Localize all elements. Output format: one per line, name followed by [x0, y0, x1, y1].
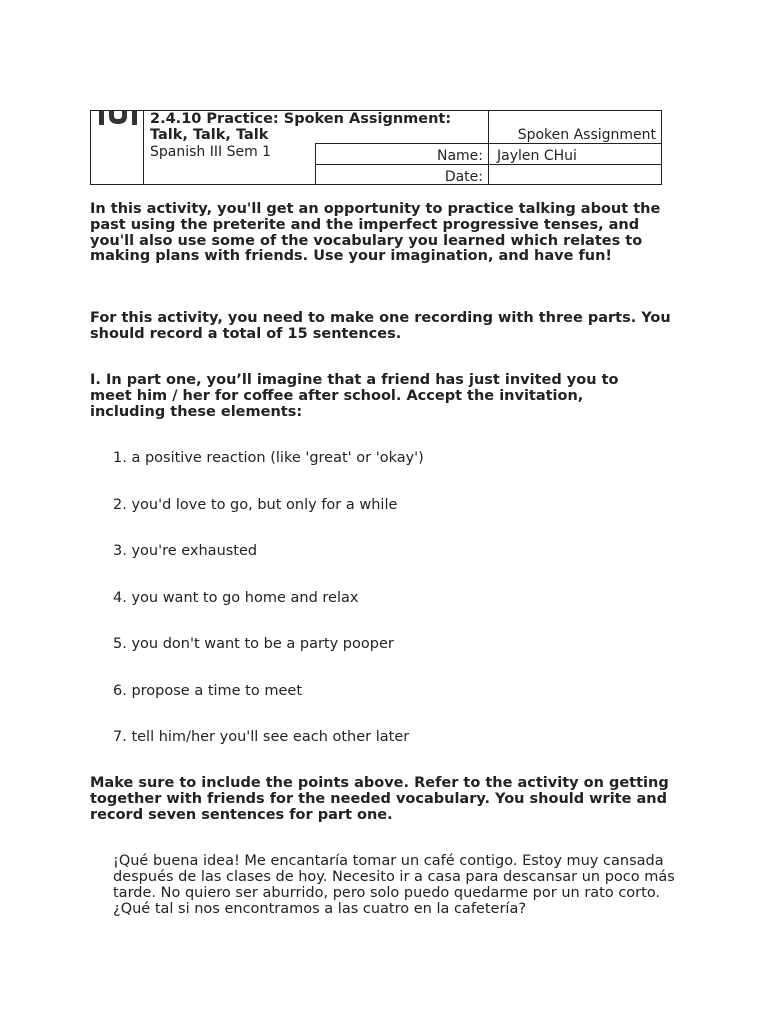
lesson-title: 2.4.10 Practice: Spoken Assignment: Talk, Talk, Talk: [150, 111, 452, 143]
recording-instructions: For this activity, you need to make one recording with three parts. You should record a total of 15 sentences.: [90, 310, 671, 342]
date-label: Date:: [444, 169, 483, 185]
element-item-3: 3. you're exhausted: [113, 543, 258, 559]
school-logo-icon: [99, 111, 139, 125]
element-item-6: 6. propose a time to meet: [113, 683, 303, 699]
part-one-prompt: I. In part one, you’ll imagine that a friend has just invited you to meet him / her for coffee after school. Accept the invitation, including these elements:: [90, 372, 619, 420]
element-item-7: 7. tell him/her you'll see each other later: [113, 729, 410, 745]
element-item-5: 5. you don't want to be a party pooper: [113, 636, 394, 652]
element-item-4: 4. you want to go home and relax: [113, 590, 359, 606]
course-name: Spanish III Sem 1: [150, 144, 272, 160]
name-label: Name:: [436, 148, 483, 164]
element-item-2: 2. you'd love to go, but only for a while: [113, 497, 398, 513]
assignment-header-table: [90, 110, 662, 185]
assignment-type: Spoken Assignment: [517, 127, 656, 143]
closing-instructions: Make sure to include the points above. Refer to the activity on getting together with friends for the needed vocabulary. You should write and record seven sentences for part one.: [90, 775, 669, 823]
date-field[interactable]: [497, 169, 657, 185]
answer-text[interactable]: ¡Qué buena idea! Me encantaría tomar un café contigo. Estoy muy cansada después de las clases de hoy. Necesito ir a casa para descansar un poco más tarde. No quiero ser aburrido, pero solo puedo quedarme por un rato corto. ¿Qué tal si nos encontramos a las cuatro en la cafetería?: [113, 853, 675, 917]
element-item-1: 1. a positive reaction (like 'great' or 'okay'): [113, 450, 424, 466]
intro-paragraph: In this activity, you'll get an opportunity to practice talking about the past using the preterite and the imperfect progressive tenses, and you'll also use some of the vocabulary you learned which relates to making plans with friends. Use your imagination, and have fun!: [90, 201, 661, 265]
name-field[interactable]: Jaylen CHui: [497, 148, 577, 164]
